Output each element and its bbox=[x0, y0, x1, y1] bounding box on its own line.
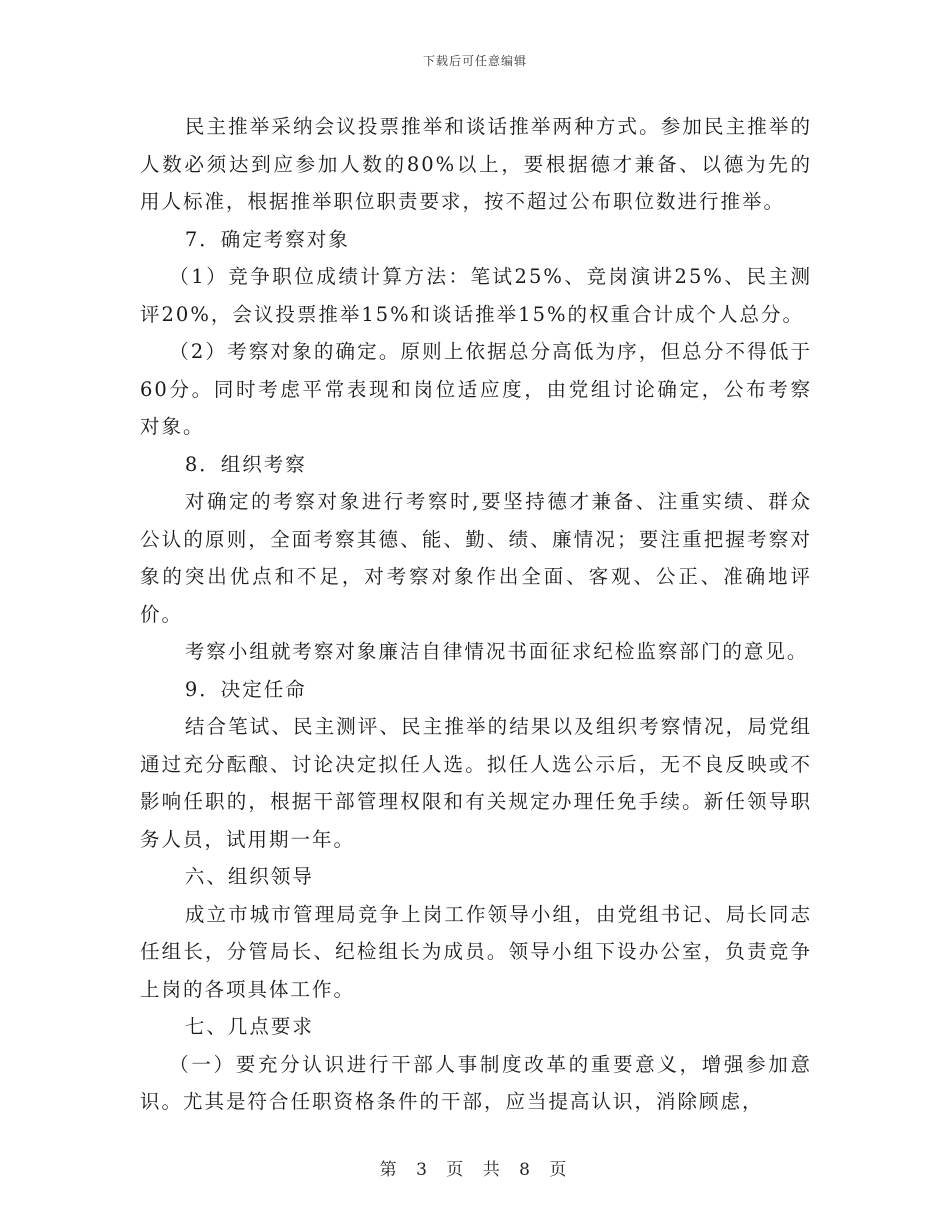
paragraph-candidate-determination: （2）考察对象的确定。原则上依据总分高低为序，但总分不得低于60分。同时考虑平常表现和岗位适应度，由党组讨论确定，公布考察对象。 bbox=[140, 340, 812, 438]
paragraph-inspection-principles: 对确定的考察对象进行考察时,要坚持德才兼备、注重实绩、群众公认的原则，全面考察其德、能、勤、绩、廉情况；要注重把握考察对象的突出优点和不足，对考察对象作出全面、客观、公正、准确地评价。 bbox=[140, 490, 812, 626]
heading-organize-inspection: 8．组织考察 bbox=[184, 452, 307, 476]
paragraph-discipline-opinion: 考察小组就考察对象廉洁自律情况书面征求纪检监察部门的意见。 bbox=[184, 640, 809, 663]
paragraph-requirement-one: （一）要充分认识进行干部人事制度改革的重要意义，增强参加意识。尤其是符合任职资格条件的干部，应当提高认识，消除顾虑， bbox=[140, 1052, 812, 1113]
document-body bbox=[140, 108, 812, 1121]
paragraph-appointment-procedure: 结合笔试、民主测评、民主推举的结果以及组织考察情况，局党组通过充分酝酿、讨论决定拟任人选。拟任人选公示后，无不良反映或不影响任职的，根据干部管理权限和有关规定办理任免手续。新任领导职务人员，试用期一年。 bbox=[140, 715, 812, 851]
paragraph-democratic-recommendation: 民主推举采纳会议投票推举和谈话推举两种方式。参加民主推举的人数必须达到应参加人数的80%以上，要根据德才兼备、以德为先的用人标准，根据推举职位职责要求，按不超过公布职位数进行推举。 bbox=[140, 115, 812, 213]
page-header: 下载后可任意编辑 bbox=[422, 54, 527, 68]
paragraph-score-calculation: （1）竞争职位成绩计算方法：笔试25%、竞岗演讲25%、民主测评20%，会议投票推举15%和谈话推举15%的权重合计成个人总分。 bbox=[140, 265, 812, 326]
page-number-footer: 第 3 页 共 8 页 bbox=[379, 1160, 571, 1180]
heading-determine-candidates: 7．确定考察对象 bbox=[184, 227, 350, 251]
heading-requirements: 七、几点要求 bbox=[184, 1015, 314, 1038]
paragraph-leading-group: 成立市城市管理局竞争上岗工作领导小组，由党组书记、局长同志任组长，分管局长、纪检组长为成员。领导小组下设办公室，负责竞争上岗的各项具体工作。 bbox=[140, 902, 812, 1001]
heading-decide-appointment: 9．决定任命 bbox=[184, 677, 307, 701]
heading-organization-leadership: 六、组织领导 bbox=[184, 865, 314, 888]
